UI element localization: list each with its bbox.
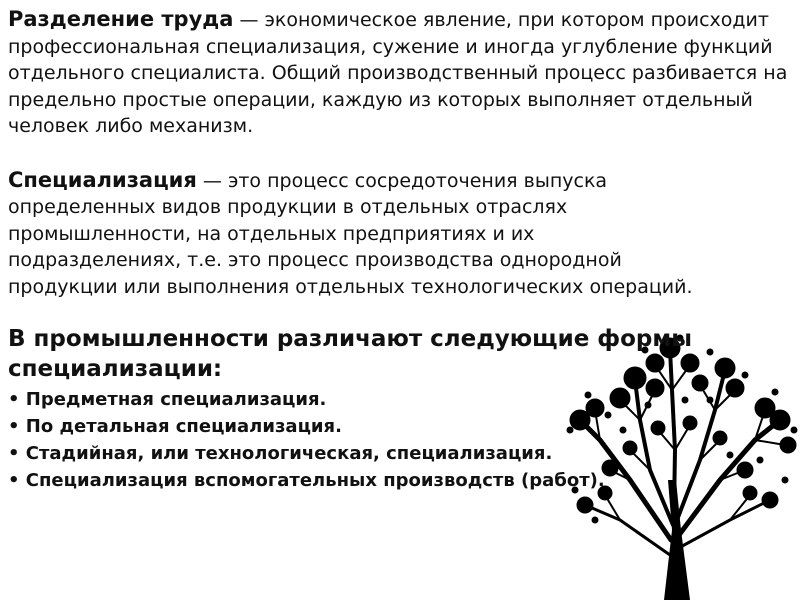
division-of-labor-definition: — экономическое явление, при котором происходит профессиональная специализация, сужение и иногда углубление функций отдельного специалиста. Общий производственный процесс разбивается на предельно простые операции, каждую из которых выполняет отдельный человек либо механизм. (8, 9, 788, 137)
specialization-definition: — это процесс сосредоточения выпуска определенных видов продукции в отдельных отраслях промышленности, на отдельных предприятиях и их подразделениях, т.е. это процесс производства однородной продукции или выполнения отдельных технологических операций. (8, 169, 693, 298)
slide-text (8, 6, 794, 494)
specialization-term: Специализация (8, 167, 197, 192)
forms-heading: В промышленности различают следующие формы специализации: (8, 326, 692, 382)
list-item: • По детальная специализация. (8, 416, 342, 437)
specialization-paragraph (8, 167, 708, 301)
specialization-forms-list (8, 386, 794, 494)
list-item: • Специализация вспомогательных производств (работ). (8, 470, 605, 491)
list-item: • Предметная специализация. (8, 389, 327, 410)
division-of-labor-paragraph (8, 6, 798, 140)
division-of-labor-term: Разделение труда (8, 7, 234, 31)
list-item: • Стадийная, или технологическая, специализация. (8, 443, 553, 464)
